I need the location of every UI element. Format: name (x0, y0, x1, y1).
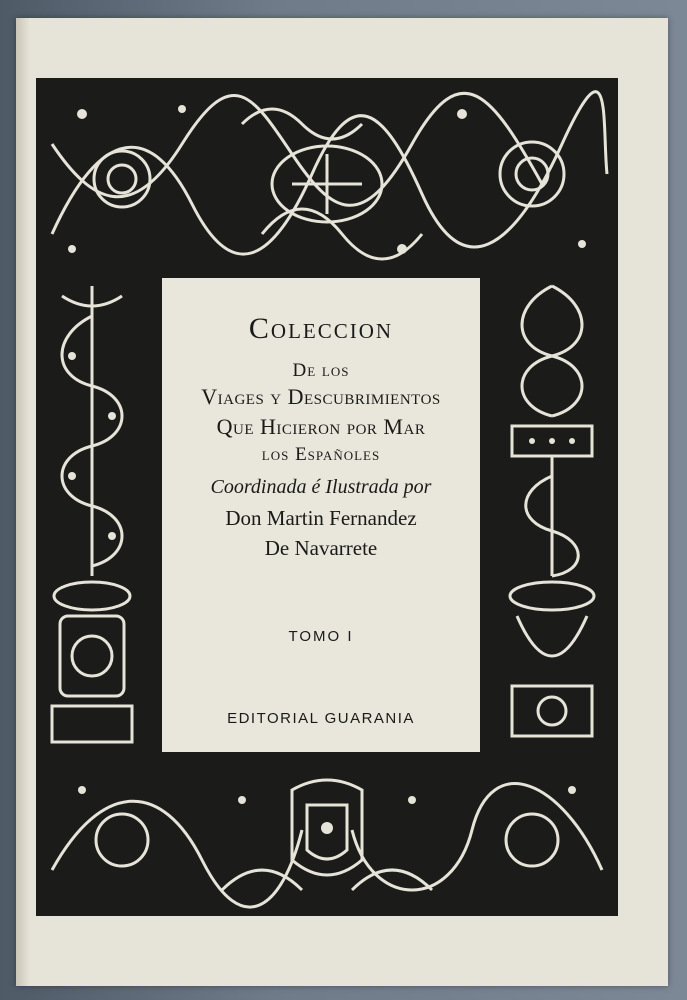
title-line-de-los: De los (292, 360, 350, 381)
author-name-line-2: De Navarrete (264, 536, 378, 560)
publisher-name: EDITORIAL GUARANIA (227, 710, 415, 727)
book-page (16, 18, 668, 986)
book-title: Coleccion (248, 312, 394, 345)
ornament-right-column (492, 276, 612, 754)
title-line-espanoles: los Españoles (261, 444, 381, 465)
ornament-left-column (42, 276, 142, 754)
ornament-top-band (42, 84, 612, 268)
ornament-bottom-band (42, 760, 612, 910)
title-line-que: Que Hicieron por Mar (216, 414, 426, 439)
editor-credit-line: Coordinada é Ilustrada por (210, 476, 432, 498)
title-panel (162, 278, 480, 752)
page-binding-edge (16, 18, 30, 986)
title-line-viages: Viages y Descubrimientos (201, 384, 441, 409)
author-name-line-1: Don Martin Fernandez (225, 506, 417, 530)
ornamental-border (36, 78, 618, 916)
volume-number: TOMO I (288, 628, 354, 645)
